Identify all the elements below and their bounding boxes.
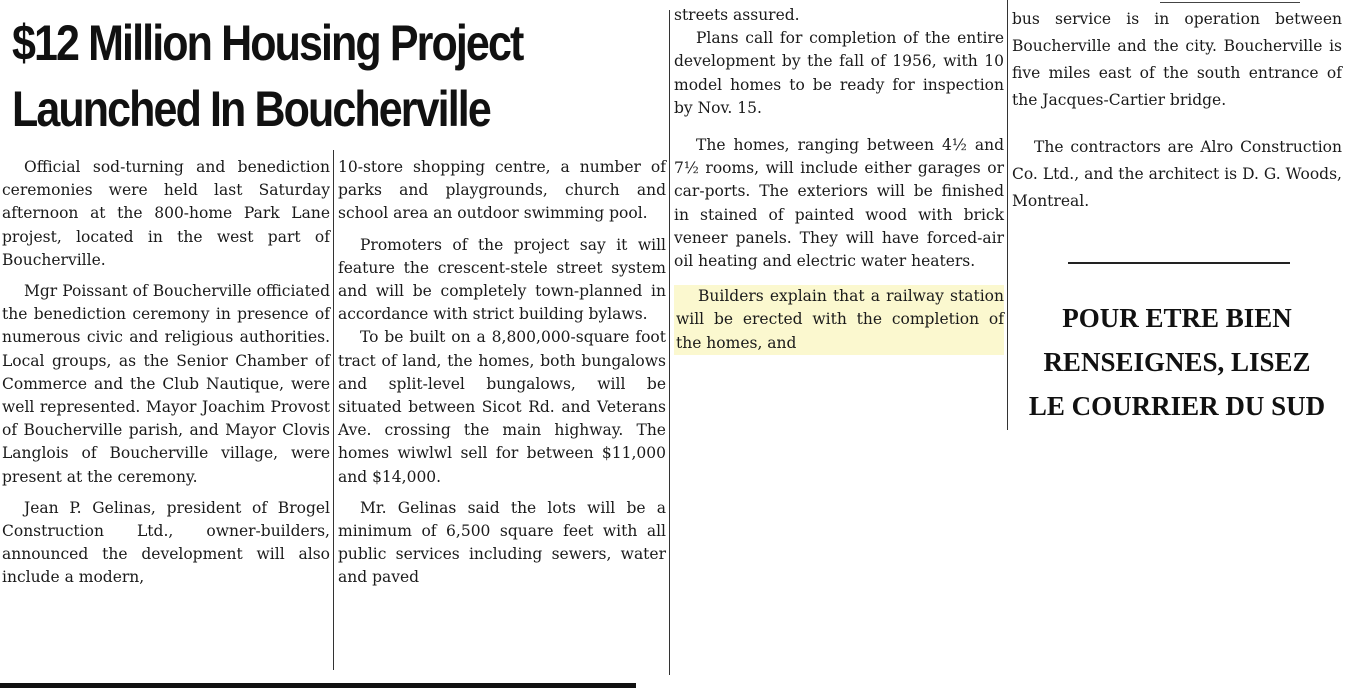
top-rule (1160, 2, 1300, 3)
headline (12, 10, 554, 142)
article-paragraph: Promoters of the project say it will feature the crescent-stele street system and will be completely town-planned in accordance with strict building bylaws. (338, 235, 666, 324)
article-paragraph: The contractors are Alro Construction Co. Ltd., and the architect is D. G. Woods, Montreal. (1012, 138, 1342, 210)
article-column-4 (1012, 6, 1342, 215)
article-paragraph: To be built on a 8,800,000-square foot tract of land, the homes, both bungalows and split-level bungalows, will be situated between Sicot Rd. and Veterans Ave. crossing the main highway. The homes wiwlwl sell for between $11,000 and $14,000. (338, 328, 666, 486)
article-column-2 (338, 156, 666, 590)
ad-line-2: RENSEIGNES, LISEZ (1043, 347, 1311, 377)
section-rule (1068, 262, 1290, 264)
column-divider (669, 10, 670, 675)
article-paragraph: 10-store shopping centre, a number of parks and playgrounds, church and school area an outdoor swimming pool. (338, 158, 666, 223)
article-column-1 (2, 156, 330, 590)
column-divider (333, 150, 334, 670)
headline-line-2: Launched In Boucherville (12, 81, 490, 137)
article-paragraph: bus service is in operation between Boucherville and the city. Boucherville is five miles east of the south entrance of the Jacques-Cartier bridge. (1012, 10, 1342, 109)
article-paragraph: Official sod-turning and benediction ceremonies were held last Saturday afternoon at the 800-home Park Lane projest, located in the west part of Boucherville. (2, 158, 330, 269)
article-paragraph: Mgr Poissant of Boucherville officiated the benediction ceremony in presence of numerous civic and religious authorities. Local groups, as the Senior Chamber of Commerce and the Club Nautique, were well represented. Mayor Joachim Provost of Boucherville parish, and Mayor Clovis Langlois of Boucherville village, were present at the ceremony. (2, 282, 330, 486)
article-paragraph: Plans call for completion of the entire development by the fall of 1956, with 10 model homes to be ready for inspection by Nov. 15. (674, 29, 1004, 117)
ad-line-3: LE COURRIER DU SUD (1028, 391, 1326, 421)
highlighted-paragraph: Builders explain that a railway station will be erected with the completion of the homes, and (674, 285, 1004, 355)
article-paragraph: streets assured. (674, 6, 800, 24)
bottom-rule (0, 683, 636, 688)
article-paragraph: Mr. Gelinas said the lots will be a minimum of 6,500 square feet with all public services including sewers, water and paved (338, 498, 666, 587)
article-column-3 (674, 4, 1004, 355)
ad-line-1: POUR ETRE BIEN (1062, 303, 1292, 333)
article-paragraph: The homes, ranging between 4½ and 7½ rooms, will include either garages or car-ports. The exteriors will be finished in stained of painted wood with brick veneer panels. They will have forced-air oil heating and electric water heaters. (674, 136, 1004, 271)
column-divider (1007, 0, 1008, 430)
article-paragraph: Jean P. Gelinas, president of Brogel Construction Ltd., owner-builders, announced the development will also include a modern, (2, 498, 330, 587)
advertisement (1012, 296, 1342, 428)
headline-line-1: $12 Million Housing Project (12, 15, 523, 71)
